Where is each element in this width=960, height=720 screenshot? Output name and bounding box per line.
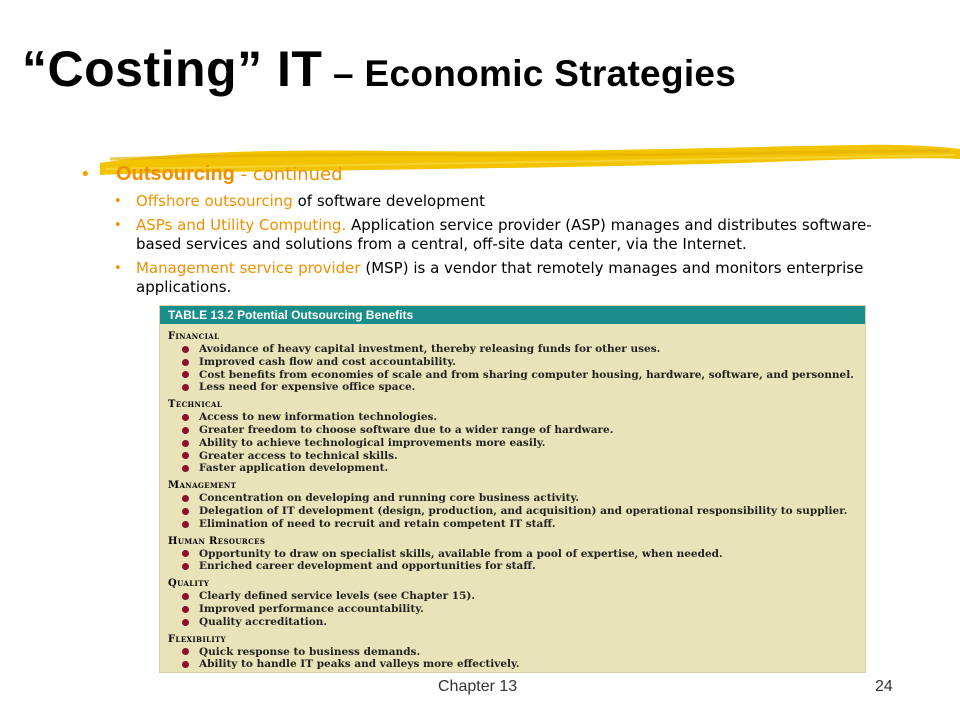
bullet-icon (182, 593, 189, 600)
item-text: Greater access to technical skills. (199, 449, 398, 462)
item-text: Delegation of IT development (design, production, and acquisition) and operational responsibility to supplier. (199, 504, 848, 517)
item-text: Concentration on developing and running core business activity. (199, 492, 580, 505)
bullet-icon (182, 521, 189, 528)
table-header: TABLE 13.2 Potential Outsourcing Benefits (160, 306, 865, 324)
sub-bullet-asp (114, 216, 900, 254)
bullet-icon (182, 495, 189, 502)
table-item (168, 381, 857, 394)
sub-bullet-text: Application service provider (ASP) manages and distributes software-based services and solutions from a central, off-site data center, via the Internet. (136, 216, 872, 253)
footer-page-number: 24 (875, 678, 893, 695)
slide-title (22, 40, 952, 98)
item-text: Quick response to business demands. (199, 645, 421, 658)
sub-bullet-highlight: Offshore outsourcing (136, 192, 293, 210)
bullet-outsourcing (80, 163, 900, 186)
bullet-icon (182, 619, 189, 626)
bullet-icon (182, 346, 189, 353)
bullet-icon (182, 440, 189, 447)
table-item (168, 548, 857, 561)
table-item (168, 560, 857, 573)
table-item (168, 424, 857, 437)
table-item (168, 603, 857, 616)
table-item (168, 369, 857, 382)
table-body (160, 324, 865, 671)
table-item (168, 356, 857, 369)
outsourcing-benefits-table (159, 305, 866, 673)
bullet-icon (182, 648, 189, 655)
bullet-list (80, 163, 900, 302)
sub-bullet-highlight: ASPs and Utility Computing. (136, 216, 347, 234)
sub-bullet-text: of software development (292, 192, 485, 210)
bullet-icon (182, 661, 189, 668)
bullet-icon (182, 359, 189, 366)
item-text: Ability to handle IT peaks and valleys more effectively. (199, 658, 520, 671)
table-item (168, 411, 857, 424)
bullet-icon (182, 414, 189, 421)
bullet-strong-text: Outsourcing (116, 163, 235, 185)
bullet-icon (182, 508, 189, 515)
item-text: Opportunity to draw on specialist skills, available from a pool of expertise, when needed. (199, 547, 723, 560)
title-dash: – (322, 53, 365, 94)
bullet-icon (182, 563, 189, 570)
category-financial: Financial (168, 331, 220, 342)
footer-chapter: Chapter 13 (438, 678, 518, 695)
table-item (168, 646, 857, 659)
bullet-icon (182, 465, 189, 472)
sub-bullet-offshore (114, 192, 900, 211)
item-text: Ability to achieve technological improvements more easily. (199, 436, 546, 449)
item-text: Access to new information technologies. (199, 411, 438, 424)
bullet-icon (182, 427, 189, 434)
title-main: “Costing” IT (22, 41, 323, 97)
item-text: Faster application development. (199, 462, 389, 475)
table-item (168, 450, 857, 463)
title-sub: Economic Strategies (364, 53, 737, 94)
bullet-dot: • (80, 164, 91, 185)
category-quality: Quality (168, 578, 210, 590)
table-item (168, 343, 857, 356)
bullet-rest-text: - continued (234, 164, 343, 185)
sub-bullet-dot: • (114, 218, 122, 233)
bullet-icon (182, 606, 189, 613)
item-text: Enriched career development and opportunities for staff. (199, 560, 536, 573)
item-text: Elimination of need to recruit and retain competent IT staff. (199, 517, 556, 530)
category-human-resources: Human Resources (168, 535, 266, 547)
category-management: Management (168, 480, 237, 492)
table-item (168, 492, 857, 505)
table-item (168, 518, 857, 531)
table-item (168, 658, 857, 671)
sub-bullet-highlight: Management service provider (136, 259, 361, 277)
table-item (168, 505, 857, 518)
table-item (168, 616, 857, 629)
table-item (168, 437, 857, 450)
sub-bullet-dot: • (114, 194, 122, 209)
category-technical: Technical (168, 399, 223, 411)
item-text: Improved cash flow and cost accountability. (199, 355, 456, 368)
category-flexibility: Flexibility (168, 633, 227, 645)
item-text: Improved performance accountability. (199, 602, 424, 615)
item-text: Clearly defined service levels (see Chapter 15). (199, 590, 476, 603)
table-item (168, 590, 857, 603)
sub-bullet-dot: • (114, 261, 122, 276)
item-text: Avoidance of heavy capital investment, thereby releasing funds for other uses. (199, 343, 661, 355)
item-text: Cost benefits from economies of scale and from sharing computer housing, hardware, software, and personnel. (199, 368, 854, 381)
item-text: Greater freedom to choose software due to a wider range of hardware. (199, 423, 614, 436)
bullet-icon (182, 384, 189, 391)
bullet-icon (182, 550, 189, 557)
sub-bullet-text: (MSP) is a vendor that remotely manages and monitors enterprise applications. (136, 259, 864, 296)
table-item (168, 462, 857, 475)
bullet-icon (182, 371, 189, 378)
item-text: Quality accreditation. (199, 615, 328, 628)
sub-bullet-msp (114, 259, 900, 297)
item-text: Less need for expensive office space. (199, 381, 416, 394)
bullet-icon (182, 452, 189, 459)
